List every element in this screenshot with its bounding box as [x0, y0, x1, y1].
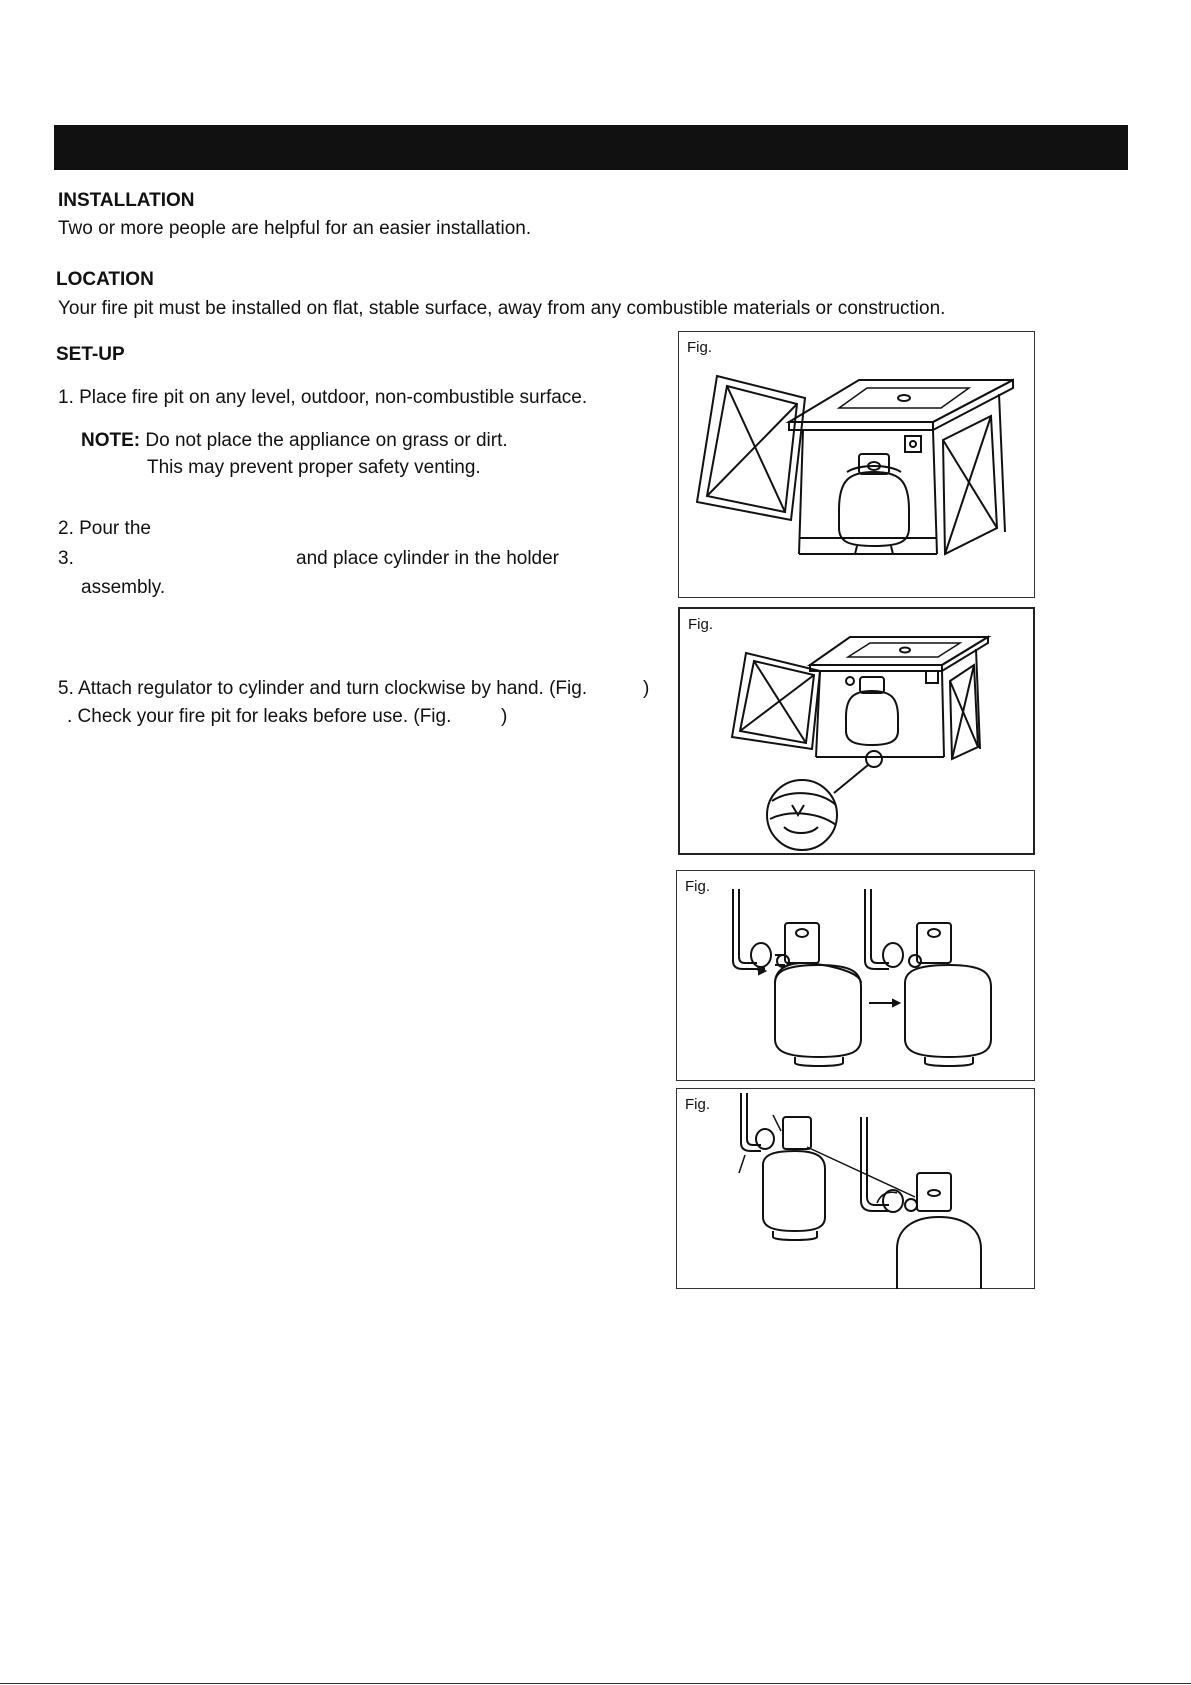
location-text: Your fire pit must be installed on flat, stable surface, away from any combustible materials or construction.: [58, 298, 946, 319]
setup-step-5-close: ): [643, 678, 650, 699]
note-block: [81, 430, 508, 452]
figure-2-label: Fig.: [688, 616, 714, 633]
location-heading: LOCATION: [56, 269, 154, 290]
figure-3: [676, 870, 1035, 1081]
figure-2: [678, 607, 1035, 855]
regulator-attach-sequence-illustration: [677, 871, 1036, 1082]
setup-step-6: . Check your fire pit for leaks before use. (Fig.: [67, 706, 452, 727]
figure-4-label: Fig.: [685, 1096, 711, 1113]
fire-pit-open-door-illustration: [679, 332, 1036, 599]
note-label: NOTE:: [81, 430, 141, 451]
figure-1: [678, 331, 1035, 598]
leak-check-illustration: [677, 1089, 1036, 1290]
fire-pit-regulator-detail-illustration: [680, 609, 1037, 857]
setup-step-2: 2. Pour the: [58, 518, 151, 539]
note-line-2: This may prevent proper safety venting.: [147, 457, 481, 478]
section-header-bar: [54, 125, 1128, 170]
figure-3-label: Fig.: [685, 878, 711, 895]
setup-heading: SET-UP: [56, 344, 125, 365]
setup-step-3-number: 3.: [58, 548, 74, 569]
setup-step-3-continued: assembly.: [81, 577, 166, 598]
figure-1-label: Fig.: [687, 339, 713, 356]
installation-heading: INSTALLATION: [58, 190, 195, 211]
installation-text: Two or more people are helpful for an easier installation.: [58, 218, 532, 239]
footer-divider: [0, 1683, 1191, 1684]
setup-step-1: 1. Place fire pit on any level, outdoor, non-combustible surface.: [58, 387, 588, 408]
setup-step-6-close: ): [501, 706, 508, 727]
figure-4: [676, 1088, 1035, 1289]
setup-step-3-text: and place cylinder in the holder: [296, 548, 560, 569]
note-line-1: Do not place the appliance on grass or dirt.: [145, 430, 508, 451]
setup-step-5: 5. Attach regulator to cylinder and turn clockwise by hand. (Fig.: [58, 678, 588, 699]
